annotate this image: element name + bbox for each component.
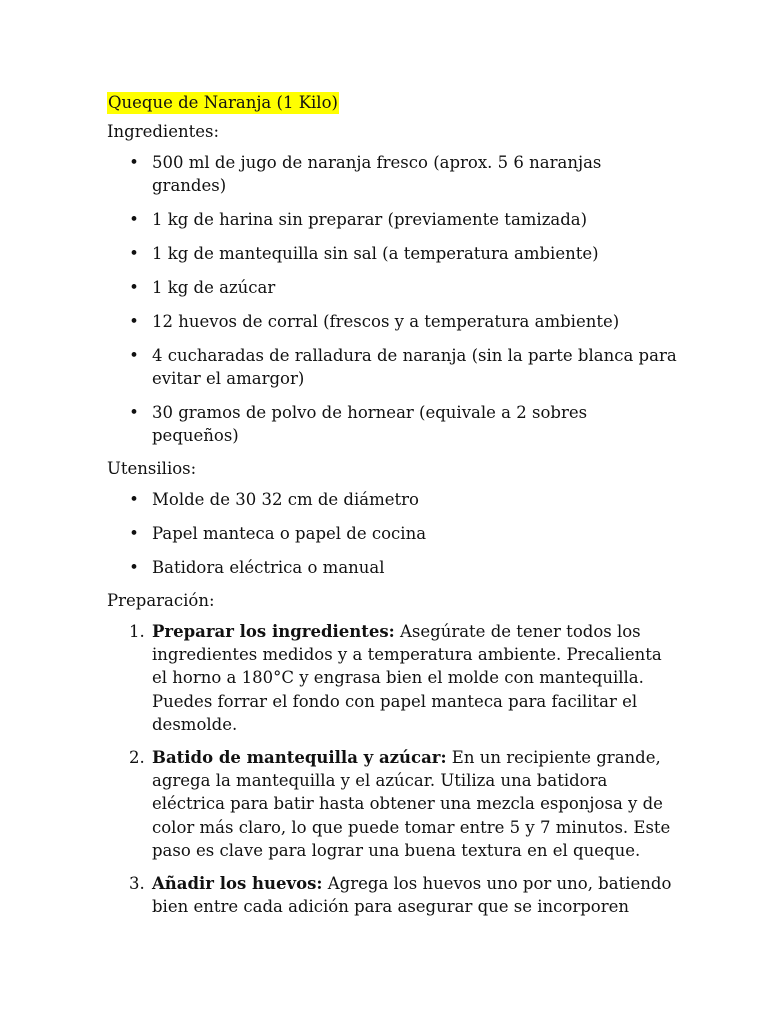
bullet-icon: •: [129, 346, 139, 365]
preparation-heading: Preparación:: [107, 591, 215, 610]
ingredient-item: • 30 gramos de polvo de hornear (equivale a 2 sobres pequeños): [129, 403, 588, 445]
bullet-icon: •: [129, 558, 139, 577]
ingredients-heading: Ingredientes:: [107, 122, 220, 141]
recipe-title: Queque de Naranja (1 Kilo): [108, 93, 338, 112]
step-text: Asegúrate de tener todos los ingredientes medidos y a temperatura ambiente. Precalienta el horno a 180°C y engrasa bien el molde con mantequilla. Puedes forrar el fondo con papel manteca para facilitar el desmolde.: [152, 622, 662, 734]
bullet-icon: •: [129, 153, 139, 172]
ingredient-item: • 4 cucharadas de ralladura de naranja (sin la parte blanca para evitar el amargor): [129, 346, 677, 388]
step-text: En un recipiente grande, agrega la mantequilla y el azúcar. Utiliza una batidora eléctrica para batir hasta obtener una mezcla esponjosa y de color más claro, lo que puede tomar entre 5 y 7 minutos. Este paso es clave para lograr una buena textura en el queque.: [152, 748, 671, 860]
ingredients-list: [107, 151, 677, 447]
bullet-icon: •: [129, 244, 139, 263]
ingredient-item: • 1 kg de mantequilla sin sal (a temperatura ambiente): [129, 244, 599, 263]
preparation-step: [107, 872, 677, 918]
preparation-step: [107, 746, 677, 862]
utensil-item: • Papel manteca o papel de cocina: [129, 524, 427, 543]
preparation-step: [107, 620, 677, 736]
step-number: 3.: [129, 874, 145, 894]
utensils-list: [107, 488, 677, 579]
step-label: Añadir los huevos:: [152, 874, 323, 894]
utensils-heading: Utensilios:: [107, 459, 197, 478]
ingredient-item: • 12 huevos de corral (frescos y a temperatura ambiente): [129, 312, 620, 331]
step-text: Agrega los huevos uno por uno, batiendo bien entre cada adición para asegurar que se incorporen: [152, 874, 672, 917]
step-number: 1.: [129, 622, 145, 641]
step-label: Batido de mantequilla y azúcar:: [152, 748, 447, 768]
ingredient-item: • 1 kg de harina sin preparar (previamente tamizada): [129, 210, 588, 229]
document-page: [107, 92, 677, 928]
bullet-icon: •: [129, 312, 139, 331]
utensil-item: • Batidora eléctrica o manual: [129, 558, 385, 577]
bullet-icon: •: [129, 278, 139, 297]
bullet-icon: •: [129, 524, 139, 543]
bullet-icon: •: [129, 210, 139, 229]
ingredient-item: • 1 kg de azúcar: [129, 278, 276, 297]
step-number: 2.: [129, 748, 145, 768]
bullet-icon: •: [129, 403, 139, 422]
ingredient-item: • 500 ml de jugo de naranja fresco (aprox. 5 6 naranjas grandes): [129, 153, 602, 195]
utensil-item: • Molde de 30 32 cm de diámetro: [129, 490, 419, 509]
bullet-icon: •: [129, 490, 139, 509]
preparation-steps: [107, 620, 677, 918]
step-label: Preparar los ingredientes:: [152, 622, 395, 641]
